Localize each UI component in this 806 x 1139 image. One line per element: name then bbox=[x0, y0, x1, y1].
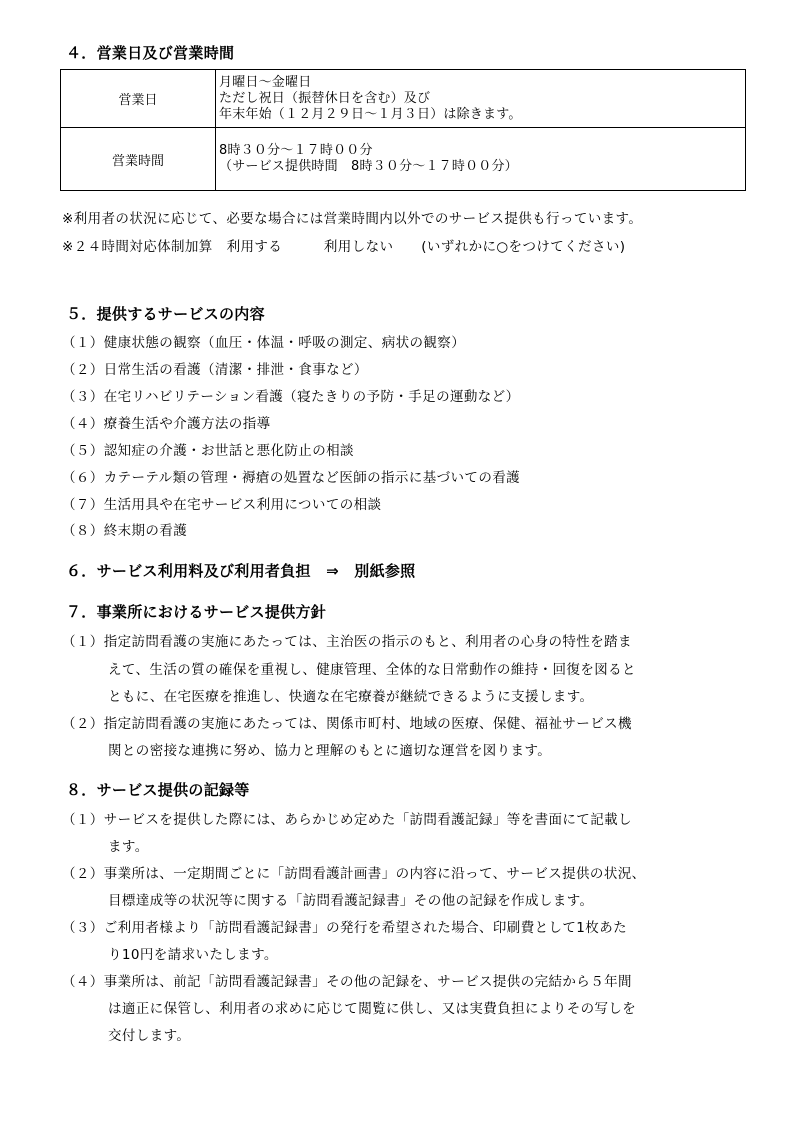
list-item: （６）カテーテル類の管理・褥瘡の処置など医師の指示に基づいての看護 bbox=[62, 470, 521, 486]
paragraph-line: （１）サービスを提供した際には、あらかじめ定めた「訪問看護記録」等を書面にて記載し bbox=[62, 812, 632, 828]
list-item: （５）認知症の介護・お世話と悪化防止の相談 bbox=[62, 443, 354, 459]
note-line: ※利用者の状況に応じて、必要な場合には営業時間内以外でのサービス提供も行っています。 bbox=[62, 211, 643, 227]
paragraph-line: （４）事業所は、前記「訪問看護記録書」その他の記録を、サービス提供の完結から５年間 bbox=[62, 974, 632, 990]
section5-heading: ５．提供するサービスの内容 bbox=[66, 305, 265, 323]
business-days-label: 営業日 bbox=[61, 70, 216, 128]
list-item: （４）療養生活や介護方法の指導 bbox=[62, 416, 271, 432]
paragraph-line: り10円を請求いたします。 bbox=[108, 947, 278, 963]
list-item: （３）在宅リハビリテーション看護（寝たきりの予防・手足の運動など） bbox=[62, 389, 520, 405]
table-row bbox=[61, 128, 746, 191]
paragraph-line: ます。 bbox=[108, 839, 149, 855]
paragraph-line: は適正に保管し、利用者の求めに応じて閲覧に供し、又は実費負担によりその写しを bbox=[108, 1001, 637, 1017]
paragraph-line: えて、生活の質の確保を重視し、健康管理、全体的な日常動作の維持・回復を図ると bbox=[108, 662, 636, 678]
business-hours-label: 営業時間 bbox=[61, 128, 216, 191]
section7-heading: ７．事業所におけるサービス提供方針 bbox=[66, 603, 327, 621]
list-item: （７）生活用具や在宅サービス利用についての相談 bbox=[62, 497, 382, 513]
paragraph-line: （３）ご利用者様より「訪問看護記録書」の発行を希望された場合、印刷費として1枚あた bbox=[62, 920, 627, 936]
list-item: （８）終末期の看護 bbox=[62, 523, 188, 539]
paragraph-line: （１）指定訪問看護の実施にあたっては、主治医の指示のもと、利用者の心身の特性を踏ま bbox=[62, 634, 632, 650]
list-item: （１）健康状態の観察（血圧・体温・呼吸の測定、病状の観察） bbox=[62, 335, 466, 351]
paragraph-line: 交付します。 bbox=[108, 1028, 191, 1044]
list-item: （２）日常生活の看護（清潔・排泄・食事など） bbox=[62, 362, 368, 378]
paragraph-line: 関との密接な連携に努め、協力と理解のもとに適切な運営を図ります。 bbox=[108, 743, 552, 759]
note-line: ※２４時間対応体制加算 利用する 利用しない (いずれかに○をつけてください) bbox=[62, 239, 626, 255]
section8-heading: ８．サービス提供の記録等 bbox=[66, 781, 250, 799]
business-hours-table bbox=[60, 69, 746, 191]
section6-heading: ６．サービス利用料及び利用者負担 ⇒ 別紙参照 bbox=[66, 562, 416, 580]
paragraph-line: ともに、在宅医療を推進し、快適な在宅療養が継続できるように支援します。 bbox=[108, 689, 594, 705]
paragraph-line: （２）指定訪問看護の実施にあたっては、関係市町村、地域の医療、保健、福祉サービス機 bbox=[62, 716, 632, 732]
business-hours-value: 8時３０分～１７時００分 （サービス提供時間 8時３０分～１７時００分） bbox=[216, 128, 746, 191]
section4-heading: ４．営業日及び営業時間 bbox=[66, 44, 235, 62]
table-row bbox=[61, 70, 746, 128]
paragraph-line: 目標達成等の状況等に関する「訪問看護記録書」その他の記録を作成します。 bbox=[108, 893, 594, 909]
business-days-value: 月曜日～金曜日 ただし祝日（振替休日を含む）及び 年末年始（１２月２９日～１月３日）は除きます。 bbox=[216, 70, 746, 128]
paragraph-line: （２）事業所は、一定期間ごとに「訪問看護計画書」の内容に沿って、サービス提供の状況、 bbox=[62, 866, 646, 882]
